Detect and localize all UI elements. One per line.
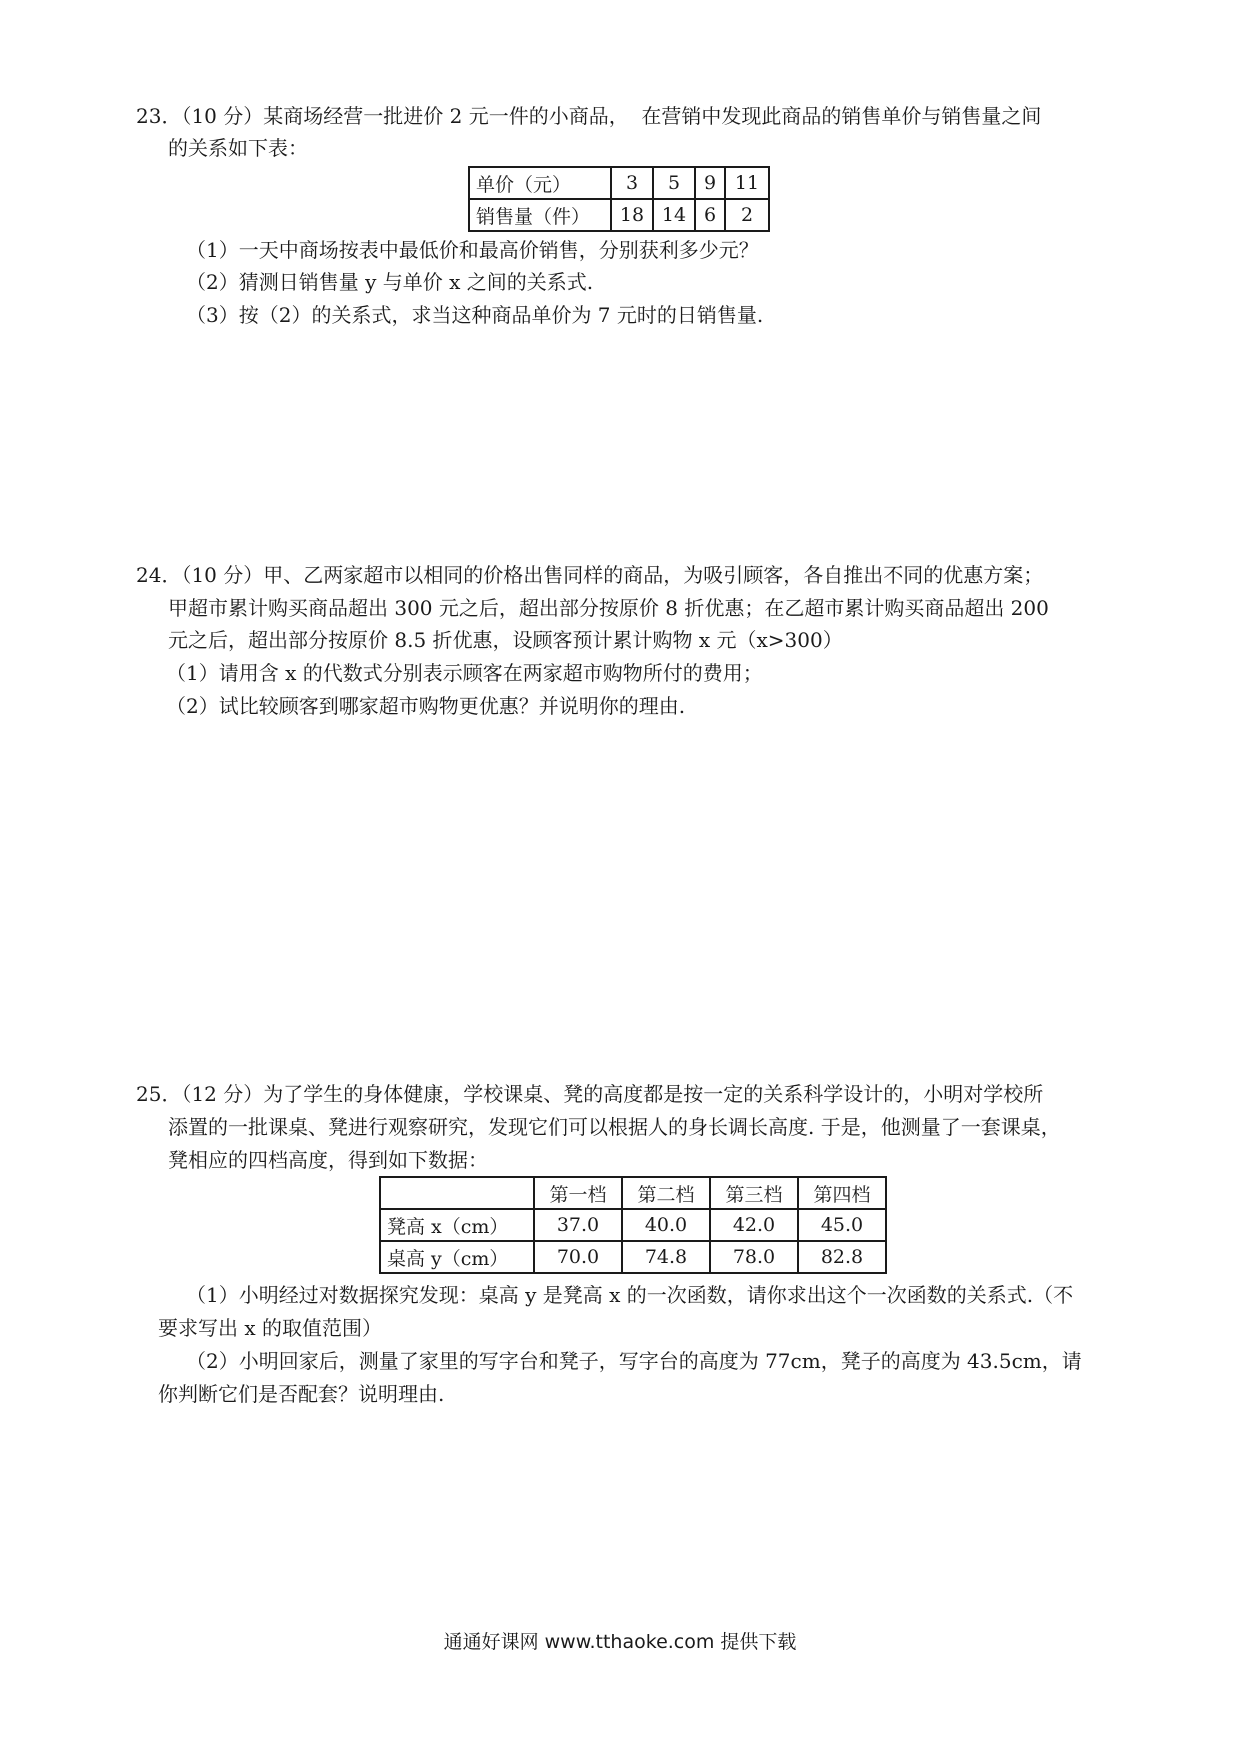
table-cell: 9 <box>695 167 725 199</box>
table-column-header: 第一档 <box>534 1177 622 1209</box>
table-row-header: 桌高 y（cm） <box>380 1241 534 1273</box>
table-row-header: 凳高 x（cm） <box>380 1209 534 1241</box>
table-cell: 6 <box>695 199 725 231</box>
table-cell: 11 <box>725 167 769 199</box>
table-cell: 37.0 <box>534 1209 622 1241</box>
table-cell: 销售量（件） <box>469 199 611 231</box>
problem-24-line-2: 甲超市累计购买商品超出 300 元之后，超出部分按原价 8 折优惠；在乙超市累计购买商品超出 200 <box>168 596 1049 620</box>
problem-23-question-2: （2）猜测日销售量 y 与单价 x 之间的关系式. <box>186 270 594 294</box>
table-column-header: 第二档 <box>622 1177 710 1209</box>
table-cell: 2 <box>725 199 769 231</box>
problem-23-question-1: （1）一天中商场按表中最低价和最高价销售，分别获利多少元？ <box>186 238 759 262</box>
table-row <box>380 1241 886 1273</box>
problem-25-question-1-line-2: 要求写出 x 的取值范围） <box>158 1316 382 1340</box>
problem-25-line-3: 凳相应的四档高度，得到如下数据： <box>168 1148 488 1172</box>
table-cell: 18 <box>611 199 653 231</box>
problem-25-line-2: 添置的一批课桌、凳进行观察研究，发现它们可以根据人的身长调长高度. 于是，他测量了一套课桌， <box>168 1115 1061 1139</box>
table-row <box>469 167 769 199</box>
table-cell: 42.0 <box>710 1209 798 1241</box>
table-cell: 74.8 <box>622 1241 710 1273</box>
problem-23-question-3: （3）按（2）的关系式，求当这种商品单价为 7 元时的日销售量. <box>186 303 764 327</box>
problem-24-header: 24．（10 分）甲、乙两家超市以相同的价格出售同样的商品，为吸引顾客，各自推出不同的优惠方案； <box>136 563 1044 587</box>
table-column-header: 第四档 <box>798 1177 886 1209</box>
table-column-header: 第三档 <box>710 1177 798 1209</box>
table-row <box>469 199 769 231</box>
table-cell: 5 <box>653 167 695 199</box>
desk-chair-height-table <box>379 1176 887 1274</box>
problem-24-question-2: （2）试比较顾客到哪家超市购物更优惠？并说明你的理由. <box>166 694 686 718</box>
problem-23-header: 23．（10 分）某商场经营一批进价 2 元一件的小商品， 在营销中发现此商品的销售单价与销售量之间 <box>136 104 1042 128</box>
table-header-row <box>380 1177 886 1209</box>
table-cell <box>380 1177 534 1209</box>
table-cell: 82.8 <box>798 1241 886 1273</box>
table-cell: 3 <box>611 167 653 199</box>
table-cell: 70.0 <box>534 1241 622 1273</box>
table-cell: 45.0 <box>798 1209 886 1241</box>
problem-24-line-3: 元之后，超出部分按原价 8.5 折优惠，设顾客预计累计购物 x 元（x>300） <box>168 628 843 652</box>
table-cell: 78.0 <box>710 1241 798 1273</box>
problem-25-header: 25．（12 分）为了学生的身体健康，学校课桌、凳的高度都是按一定的关系科学设计的，小明对学校所 <box>136 1082 1044 1106</box>
page-footer: 通通好课网 www.tthaoke.com 提供下载 <box>443 1631 797 1653</box>
table-cell: 14 <box>653 199 695 231</box>
problem-24-question-1: （1）请用含 x 的代数式分别表示顾客在两家超市购物所付的费用； <box>166 661 763 685</box>
problem-25-question-1-line-1: （1）小明经过对数据探究发现：桌高 y 是凳高 x 的一次函数，请你求出这个一次函数的关系式.（不 <box>186 1283 1074 1307</box>
problem-23-header-cont: 的关系如下表： <box>168 136 308 160</box>
table-cell: 40.0 <box>622 1209 710 1241</box>
problem-25-question-2-line-1: （2）小明回家后，测量了家里的写字台和凳子，写字台的高度为 77cm，凳子的高度为 43.5cm，请 <box>186 1349 1082 1373</box>
price-sales-table <box>468 166 770 232</box>
table-row <box>380 1209 886 1241</box>
problem-25-question-2-line-2: 你判断它们是否配套？说明理由. <box>158 1382 445 1406</box>
table-cell: 单价（元） <box>469 167 611 199</box>
